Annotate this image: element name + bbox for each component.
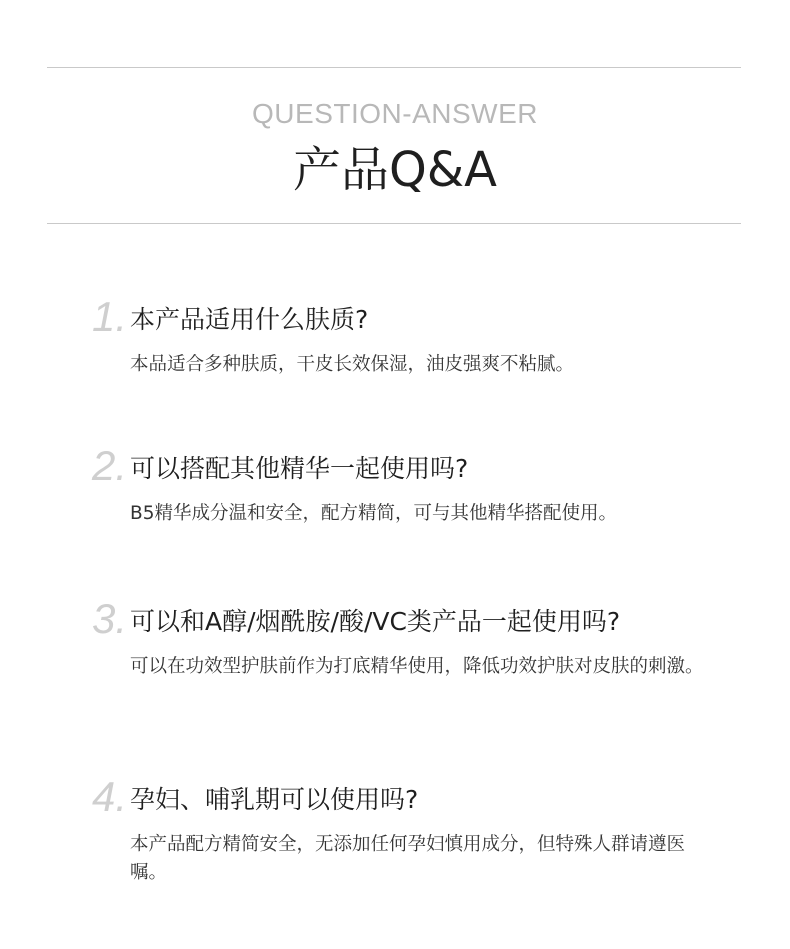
qa-number: 2.: [92, 442, 128, 489]
qa-answer: 本产品配方精简安全，无添加任何孕妇慎用成分，但特殊人群请遵医嘱。: [130, 834, 686, 883]
qa-answer: 本品适合多种肤质，干皮长效保湿，油皮强爽不粘腻。: [130, 354, 575, 375]
qa-question: 孕妇、哺乳期可以使用吗?: [130, 785, 419, 814]
top-divider: [47, 67, 741, 68]
qa-number: 4.: [92, 773, 128, 820]
qa-number: 1.: [92, 293, 128, 340]
page-header: [0, 96, 790, 198]
qa-item-3: [92, 596, 732, 681]
qa-heading: [92, 294, 732, 338]
qa-answer: B5精华成分温和安全，配方精简，可与其他精华搭配使用。: [130, 503, 617, 524]
qa-heading: [92, 774, 732, 818]
qa-number: 3.: [92, 595, 128, 642]
qa-item-2: [92, 443, 732, 528]
page-title: 产品Q&A: [292, 142, 498, 198]
qa-heading: [92, 596, 732, 640]
bottom-divider: [47, 223, 741, 224]
qa-item-1: [92, 294, 732, 379]
qa-question: 本产品适用什么肤质?: [130, 305, 369, 334]
qa-heading: [92, 443, 732, 487]
qa-item-4: [92, 774, 732, 887]
qa-answer: 可以在功效型护肤前作为打底精华使用，降低功效护肤对皮肤的刺激。: [130, 656, 704, 677]
header-subtitle: QUESTION-ANSWER: [252, 98, 538, 129]
qa-question: 可以搭配其他精华一起使用吗?: [130, 454, 469, 483]
qa-question: 可以和A醇/烟酰胺/酸/VC类产品一起使用吗?: [130, 607, 621, 636]
